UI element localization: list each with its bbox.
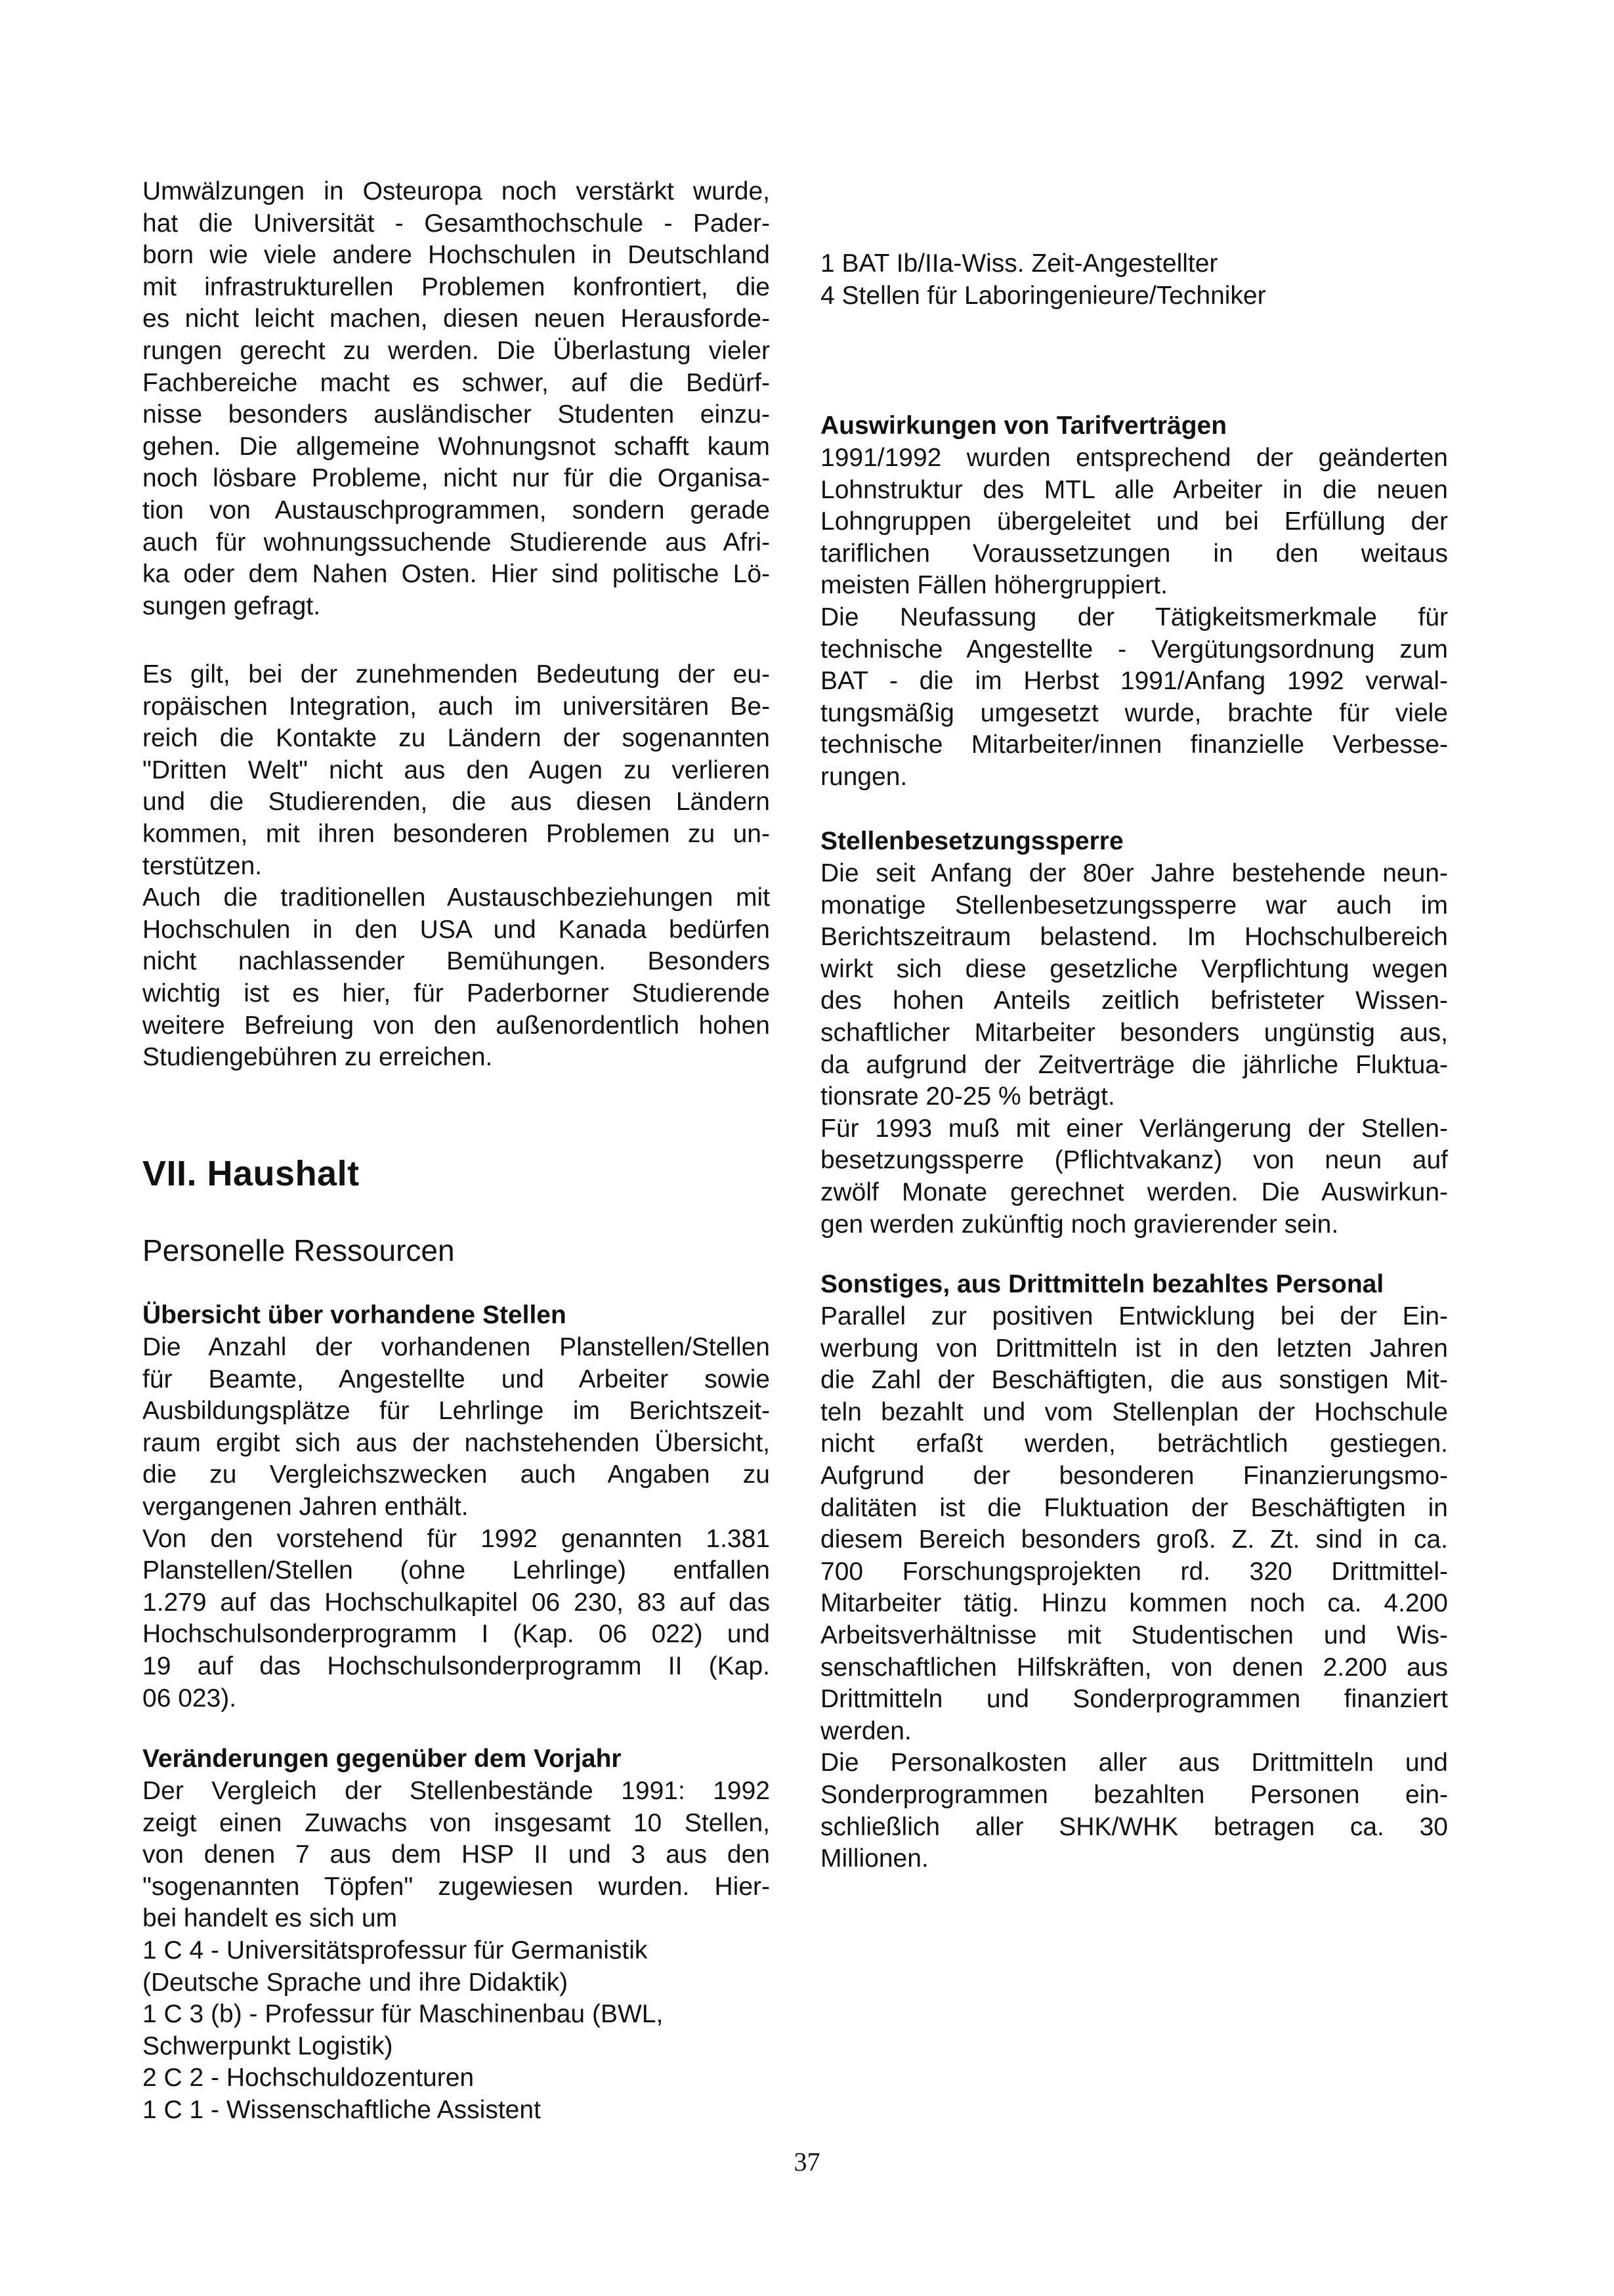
text-line: Die Personalkosten aller aus Drittmitteln und <box>820 1749 1448 1777</box>
text-line: Hochschulsonderprogramm I (Kap. 06 022) und <box>142 1620 770 1649</box>
text-line: Drittmitteln und Sonderprogrammen finanziert <box>820 1685 1448 1714</box>
text-line: werden. <box>820 1716 912 1745</box>
text-line: es nicht leicht machen, diesen neuen Herausforde- <box>142 305 770 333</box>
text-line: Die Anzahl der vorhandenen Planstellen/Stellen <box>142 1333 770 1361</box>
paragraph-osteuropa <box>142 176 770 622</box>
text-line: ropäischen Integration, auch im universitären Be- <box>142 692 770 721</box>
text-line: werbung von Drittmitteln ist in den letzten Jahren <box>820 1334 1448 1363</box>
text-line: technische Angestellte - Vergütungsordnung zum <box>820 635 1448 664</box>
list-item: 1 C 3 (b) - Professur für Maschinenbau (BWL, <box>142 2000 664 2029</box>
text-line: Millionen. <box>820 1844 929 1873</box>
text-line: noch lösbare Probleme, nicht nur für die Organisa- <box>142 464 770 493</box>
text-line: Arbeitsverhältnisse mit Studentischen und Wis- <box>820 1621 1448 1649</box>
text-line: ka oder dem Nahen Osten. Hier sind politische Lö- <box>142 560 770 589</box>
text-line: Fachbereiche macht es schwer, auf die Bedürf- <box>142 368 770 397</box>
text-line: rungen. <box>820 762 908 791</box>
paragraph-uebersicht <box>142 1332 770 1714</box>
text-line: Lohngruppen übergeleitet und bei Erfüllung der <box>820 507 1448 536</box>
heading-uebersicht: Übersicht über vorhandene Stellen <box>142 1301 566 1329</box>
paragraph-veraenderungen <box>142 1775 770 1935</box>
text-line: Aufgrund der besonderen Finanzierungsmo- <box>820 1461 1448 1490</box>
text-line: tungsmäßig umgesetzt wurde, brachte für viele <box>820 698 1448 727</box>
text-line: Es gilt, bei der zunehmenden Bedeutung der eu- <box>142 660 770 689</box>
list-stellen <box>142 1935 770 2127</box>
text-line: Berichtszeitraum belastend. Im Hochschulbereich <box>820 923 1448 952</box>
text-line: sungen gefragt. <box>142 591 321 620</box>
text-line: Hochschulen in den USA und Kanada bedürfen <box>142 915 770 944</box>
text-line: monatige Stellenbesetzungssperre war auch im <box>820 891 1448 920</box>
text-line: des hohen Anteils zeitlich befristeter Wissen- <box>820 987 1448 1015</box>
text-line: Ausbildungsplätze für Lehrlinge im Berichtszeit- <box>142 1397 770 1426</box>
heading-tarifvertraege: Auswirkungen von Tarifverträgen <box>820 412 1227 440</box>
text-line: senschaftlichen Hilfskräften, von denen 2.200 aus <box>820 1653 1448 1682</box>
text-line: BAT - die im Herbst 1991/Anfang 1992 verwal- <box>820 667 1448 696</box>
text-line: schließlich aller SHK/WHK betragen ca. 30 <box>820 1812 1448 1841</box>
chapter-title: VII. Haushalt <box>142 1154 360 1193</box>
text-line: wichtig ist es hier, für Paderborner Studierende <box>142 979 770 1008</box>
paragraph-stellenbesetzungssperre <box>820 858 1448 1241</box>
text-line: zwölf Monate gerechnet werden. Die Auswirkun- <box>820 1178 1448 1206</box>
text-line: hat die Universität - Gesamthochschule - Pader- <box>142 209 770 238</box>
page-number: 37 <box>794 2147 820 2177</box>
text-line: tionsrate 20-25 % beträgt. <box>820 1082 1115 1111</box>
text-line: rungen gerecht zu werden. Die Überlastung vieler <box>142 336 770 365</box>
text-line: gen werden zukünftig noch gravierender sein. <box>820 1210 1339 1239</box>
list-item: (Deutsche Sprache und ihre Didaktik) <box>142 1968 568 1997</box>
text-line: terstützen. <box>142 851 263 880</box>
text-line: raum ergibt sich aus der nachstehenden Übersicht, <box>142 1428 770 1457</box>
text-line: technische Mitarbeiter/innen finanzielle Verbesse- <box>820 731 1448 759</box>
text-line: tion von Austauschprogrammen, sondern gerade <box>142 496 770 524</box>
paragraph-tarifvertraege <box>820 442 1448 794</box>
text-line: teln bezahlt und vom Stellenplan der Hochschule <box>820 1397 1448 1426</box>
text-line: die Zahl der Beschäftigten, die aus sonstigen Mit- <box>820 1366 1448 1395</box>
text-line: Studiengebühren zu erreichen. <box>142 1043 493 1072</box>
text-line: Die seit Anfang der 80er Jahre bestehende neun- <box>820 859 1448 887</box>
text-line: bei handelt es sich um <box>142 1904 398 1933</box>
text-line: 1.279 auf das Hochschulkapitel 06 230, 83 auf das <box>142 1588 770 1617</box>
text-line: Der Vergleich der Stellenbestände 1991: 1992 <box>142 1777 770 1805</box>
text-line: 19 auf das Hochschulsonderprogramm II (Kap. <box>142 1651 770 1680</box>
text-line: 06 023). <box>142 1684 237 1712</box>
text-line: von denen 7 aus dem HSP II und 3 aus den <box>142 1840 770 1869</box>
text-line: "Dritten Welt" nicht aus den Augen zu verlieren <box>142 755 770 784</box>
text-line: diesem Bereich besonders groß. Z. Zt. sind in ca. <box>820 1525 1448 1554</box>
paragraph-drittmittel-personal <box>820 1301 1448 1875</box>
text-line: und die Studierenden, die aus diesen Ländern <box>142 788 770 817</box>
list-item: 4 Stellen für Laboringenieure/Techniker <box>820 281 1266 310</box>
text-line: "sogenannten Töpfen" zugewiesen wurden. Hier- <box>142 1872 770 1901</box>
text-line: für Beamte, Angestellte und Arbeiter sowie <box>142 1365 770 1393</box>
text-line: nicht nachlassender Bemühungen. Besonders <box>142 947 770 976</box>
text-line: die zu Vergleichszwecken auch Angaben zu <box>142 1460 770 1489</box>
text-line: reich die Kontakte zu Ländern der sogenannten <box>142 724 770 753</box>
text-line: Mitarbeiter tätig. Hinzu kommen noch ca. 4.200 <box>820 1589 1448 1618</box>
list-item: 1 C 4 - Universitätsprofessur für Germanistik <box>142 1936 648 1965</box>
text-line: besetzungssperre (Pflichtvakanz) von neun auf <box>820 1146 1448 1175</box>
heading-drittmittel-personal: Sonstiges, aus Drittmitteln bezahltes Personal <box>820 1270 1384 1298</box>
text-line: wirkt sich diese gesetzliche Verpflichtung wegen <box>820 954 1448 983</box>
text-line: tariflichen Voraussetzungen in den weitaus <box>820 539 1448 568</box>
text-line: gehen. Die allgemeine Wohnungsnot schafft kaum <box>142 432 770 461</box>
text-line: meisten Fällen höhergruppiert. <box>820 571 1168 600</box>
text-line: Von den vorstehend für 1992 genannten 1.381 <box>142 1524 770 1553</box>
text-line: Auch die traditionellen Austauschbeziehungen mit <box>142 883 770 912</box>
text-line: weitere Befreiung von den außenordentlich hohen <box>142 1011 770 1040</box>
text-line: mit infrastrukturellen Problemen konfrontiert, die <box>142 272 770 301</box>
text-line: dalitäten ist die Fluktuation der Beschäftigten in <box>820 1493 1448 1522</box>
text-line: Die Neufassung der Tätigkeitsmerkmale für <box>820 603 1448 631</box>
text-line: 700 Forschungsprojekten rd. 320 Drittmittel- <box>820 1557 1448 1586</box>
text-line: vergangenen Jahren enthält. <box>142 1492 469 1521</box>
section-title: Personelle Ressourcen <box>142 1233 455 1267</box>
heading-veraenderungen: Veränderungen gegenüber dem Vorjahr <box>142 1745 622 1773</box>
text-line: nisse besonders ausländischer Studenten einzu- <box>142 400 770 429</box>
text-line: Planstellen/Stellen (ohne Lehrlinge) entfallen <box>142 1556 770 1585</box>
list-item: Schwerpunkt Logistik) <box>142 2031 393 2060</box>
text-line: nicht erfaßt werden, beträchtlich gestiegen. <box>820 1430 1448 1458</box>
text-line: schaftlicher Mitarbeiter besonders ungünstig aus, <box>820 1018 1448 1047</box>
text-line: Sonderprogrammen bezahlten Personen ein- <box>820 1780 1448 1809</box>
text-line: 1991/1992 wurden entsprechend der geänderten <box>820 444 1448 472</box>
list-item: 2 C 2 - Hochschuldozenturen <box>142 2064 475 2093</box>
list-stellen-continued <box>820 248 1448 312</box>
text-line: Für 1993 muß mit einer Verlängerung der Stellen- <box>820 1114 1448 1143</box>
text-line: auch für wohnungssuchende Studierende aus Afri- <box>142 528 770 557</box>
list-item: 1 BAT Ib/IIa-Wiss. Zeit-Angestellter <box>820 249 1218 278</box>
text-line: Parallel zur positiven Entwicklung bei der Ein- <box>820 1302 1448 1330</box>
text-line: kommen, mit ihren besonderen Problemen zu un- <box>142 819 770 848</box>
list-item: 1 C 1 - Wissenschaftliche Assistent <box>142 2095 541 2124</box>
text-line: zeigt einen Zuwachs von insgesamt 10 Stellen, <box>142 1808 770 1837</box>
text-line: born wie viele andere Hochschulen in Deutschland <box>142 241 770 270</box>
text-line: Umwälzungen in Osteuropa noch verstärkt wurde, <box>142 177 770 205</box>
paragraph-integration <box>142 659 770 1074</box>
text-line: Lohnstruktur des MTL alle Arbeiter in die neuen <box>820 475 1448 504</box>
text-line: da aufgrund der Zeitverträge die jährliche Fluktua- <box>820 1050 1448 1079</box>
heading-stellenbesetzungssperre: Stellenbesetzungssperre <box>820 827 1124 855</box>
